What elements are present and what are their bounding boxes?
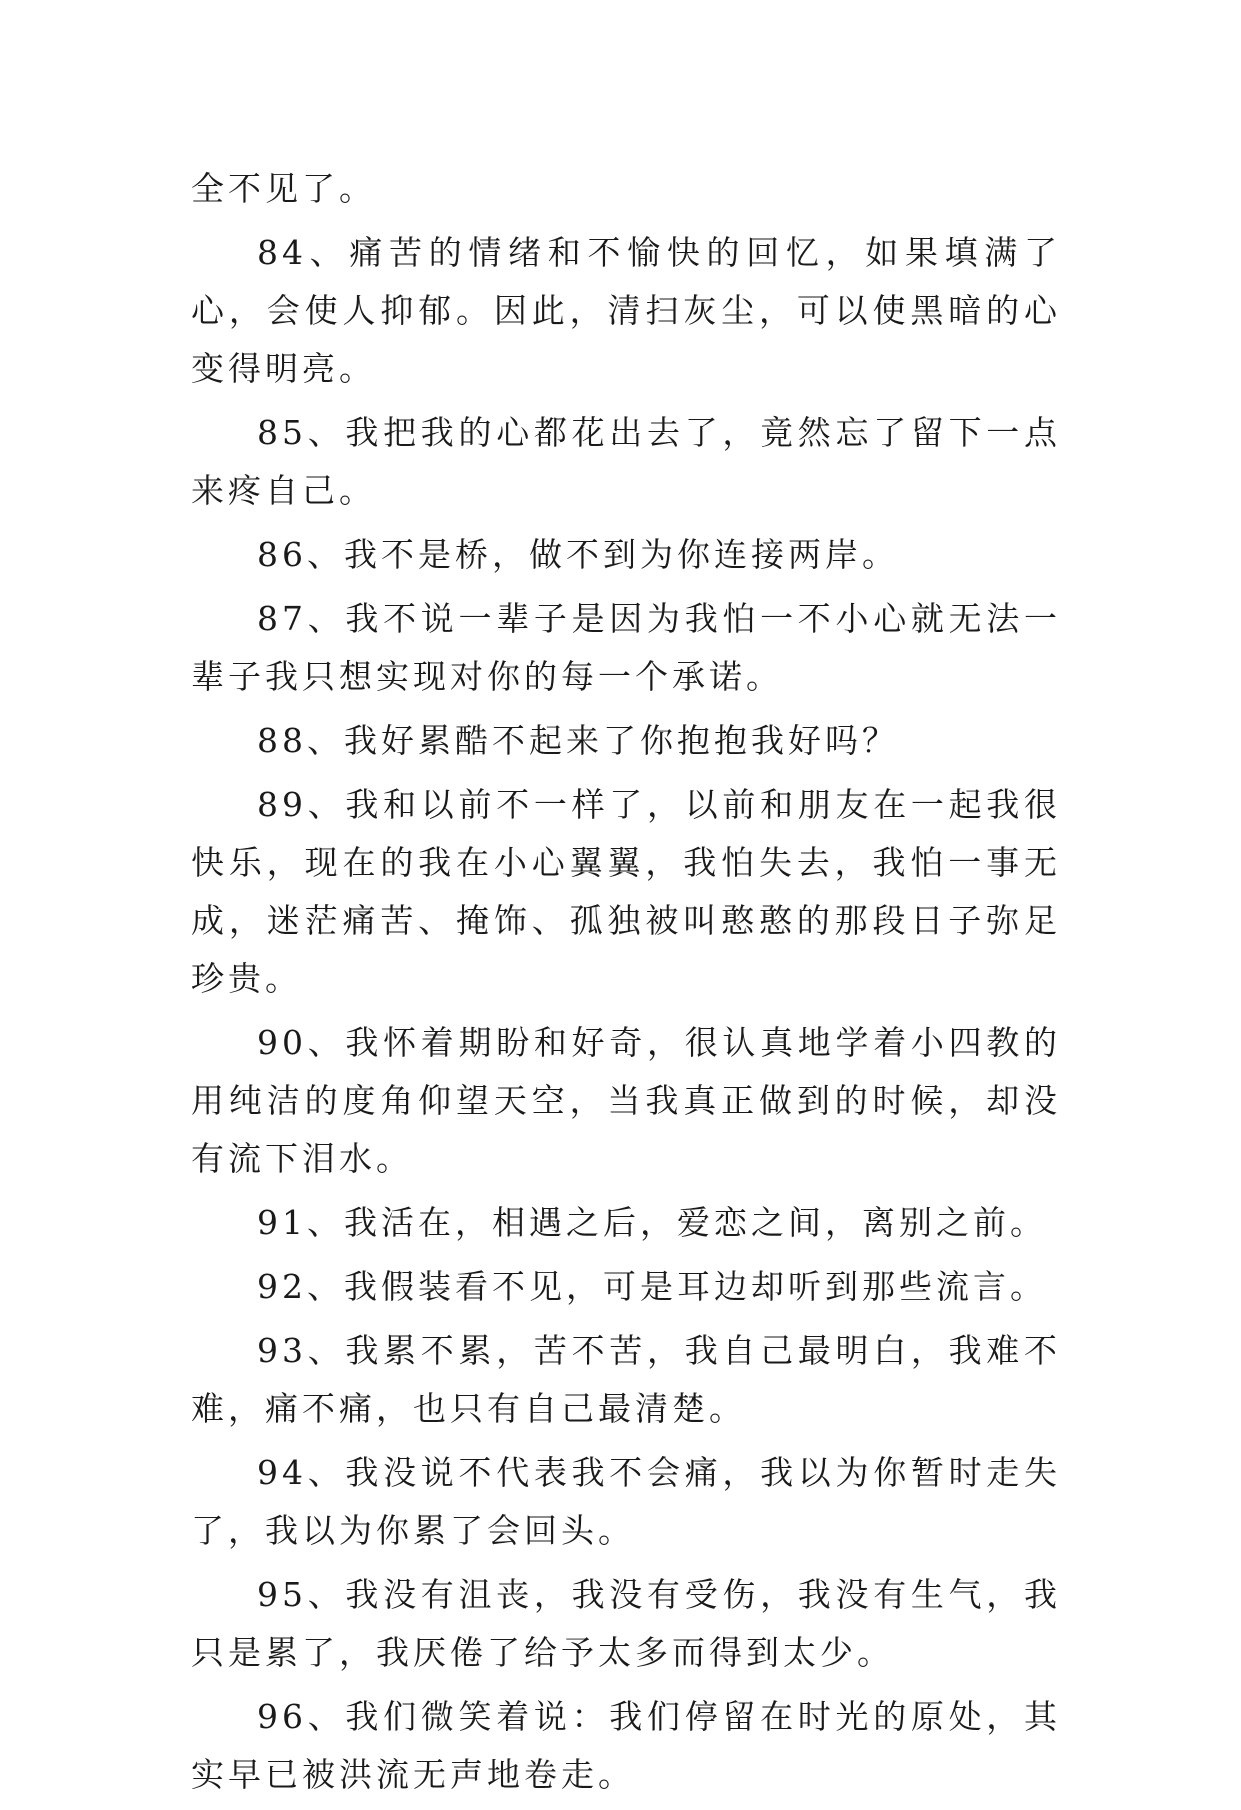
quote-92: 92、我假装看不见，可是耳边却听到那些流言。 bbox=[257, 1267, 1047, 1306]
quote-95: 95、我没有沮丧，我没有受伤，我没有生气，我只是累了，我厌倦了给予太多而得到太少。 bbox=[191, 1575, 1061, 1672]
document-body bbox=[191, 160, 1061, 1810]
quote-87: 87、我不说一辈子是因为我怕一不小心就无法一辈子我只想实现对你的每一个承诺。 bbox=[191, 599, 1061, 696]
quote-91: 91、我活在，相遇之后，爱恋之间，离别之前。 bbox=[257, 1203, 1047, 1242]
quote-88: 88、我好累酷不起来了你抱抱我好吗？ bbox=[257, 721, 899, 760]
quote-94: 94、我没说不代表我不会痛，我以为你暂时走失了，我以为你累了会回头。 bbox=[191, 1453, 1061, 1550]
quote-96: 96、我们微笑着说：我们停留在时光的原处，其实早已被洪流无声地卷走。 bbox=[191, 1697, 1061, 1794]
quote-84: 84、痛苦的情绪和不愉快的回忆，如果填满了心，会使人抑郁。因此，清扫灰尘，可以使黑暗的心变得明亮。 bbox=[191, 233, 1061, 388]
quote-85: 85、我把我的心都花出去了，竟然忘了留下一点来疼自己。 bbox=[191, 413, 1061, 510]
quote-90: 90、我怀着期盼和好奇，很认真地学着小四教的用纯洁的度角仰望天空，当我真正做到的时候，却没有流下泪水。 bbox=[191, 1023, 1061, 1178]
paragraph-continuation: 全不见了。 bbox=[191, 169, 376, 208]
quote-89: 89、我和以前不一样了，以前和朋友在一起我很快乐，现在的我在小心翼翼，我怕失去，我怕一事无成，迷茫痛苦、掩饰、孤独被叫憨憨的那段日子弥足珍贵。 bbox=[191, 785, 1061, 998]
quote-86: 86、我不是桥，做不到为你连接两岸。 bbox=[257, 535, 899, 574]
quote-93: 93、我累不累，苦不苦，我自己最明白，我难不难，痛不痛，也只有自己最清楚。 bbox=[191, 1331, 1061, 1428]
